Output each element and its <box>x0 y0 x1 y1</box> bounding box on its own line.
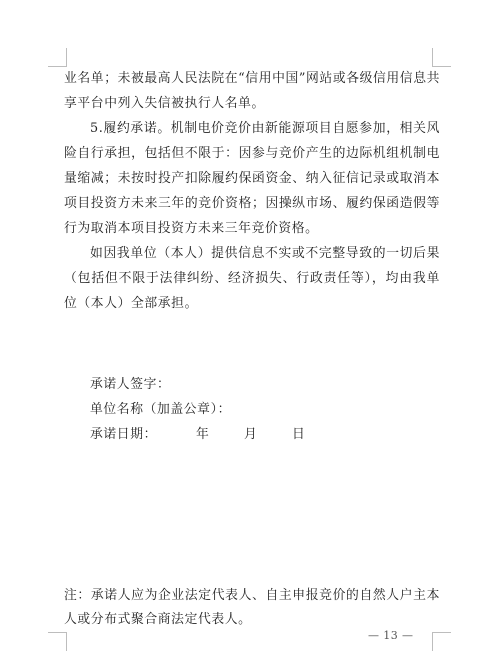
paragraph-liability-statement: 如因我单位（本人）提供信息不实或不完整导致的一切后果（包括但不限于法律纠纷、经济损失、行政责任等），均由我单位（本人）全部承担。 <box>64 246 440 311</box>
commitment-date-label: 承诺日期： <box>90 427 157 442</box>
corner-mark-bottom-right <box>432 632 451 651</box>
corner-mark-top-left <box>48 48 67 67</box>
signature-block <box>90 372 340 447</box>
date-month-label: 月 <box>244 427 258 442</box>
date-year-label: 年 <box>196 427 210 442</box>
signer-signature-label: 承诺人签字： <box>90 377 171 392</box>
corner-mark-top-right <box>432 48 451 67</box>
unit-name-seal-label: 单位名称（加盖公章）： <box>90 402 231 417</box>
page-number: — 13 — <box>368 629 414 642</box>
paragraph-performance-commitment: 5.履约承诺。机制电价竞价由新能源项目自愿参加，相关风险自行承担，包括但不限于：因参与竞价产生的边际机组机制电量缩减；未按时投产扣除履约保函资金、纳入征信记录或取消本项目投资方未来三年的竞价资格；因操纵市场、履约保函造假等行为取消本项目投资方未来三年竞价资格。 <box>64 121 440 236</box>
date-day-label: 日 <box>292 427 306 442</box>
footnote-signer-requirement: 注：承诺人应为企业法定代表人、自主申报竞价的自然人户主本人或分布式聚合商法定代表人。 <box>64 587 440 627</box>
paragraph-blacklist-continuation: 业名单；未被最高人民法院在“信用中国”网站或各级信用信息共享平台中列入失信被执行人名单。 <box>64 71 440 111</box>
commitment-date-line <box>90 422 340 447</box>
corner-mark-bottom-left <box>48 632 67 651</box>
document-body <box>64 66 440 316</box>
